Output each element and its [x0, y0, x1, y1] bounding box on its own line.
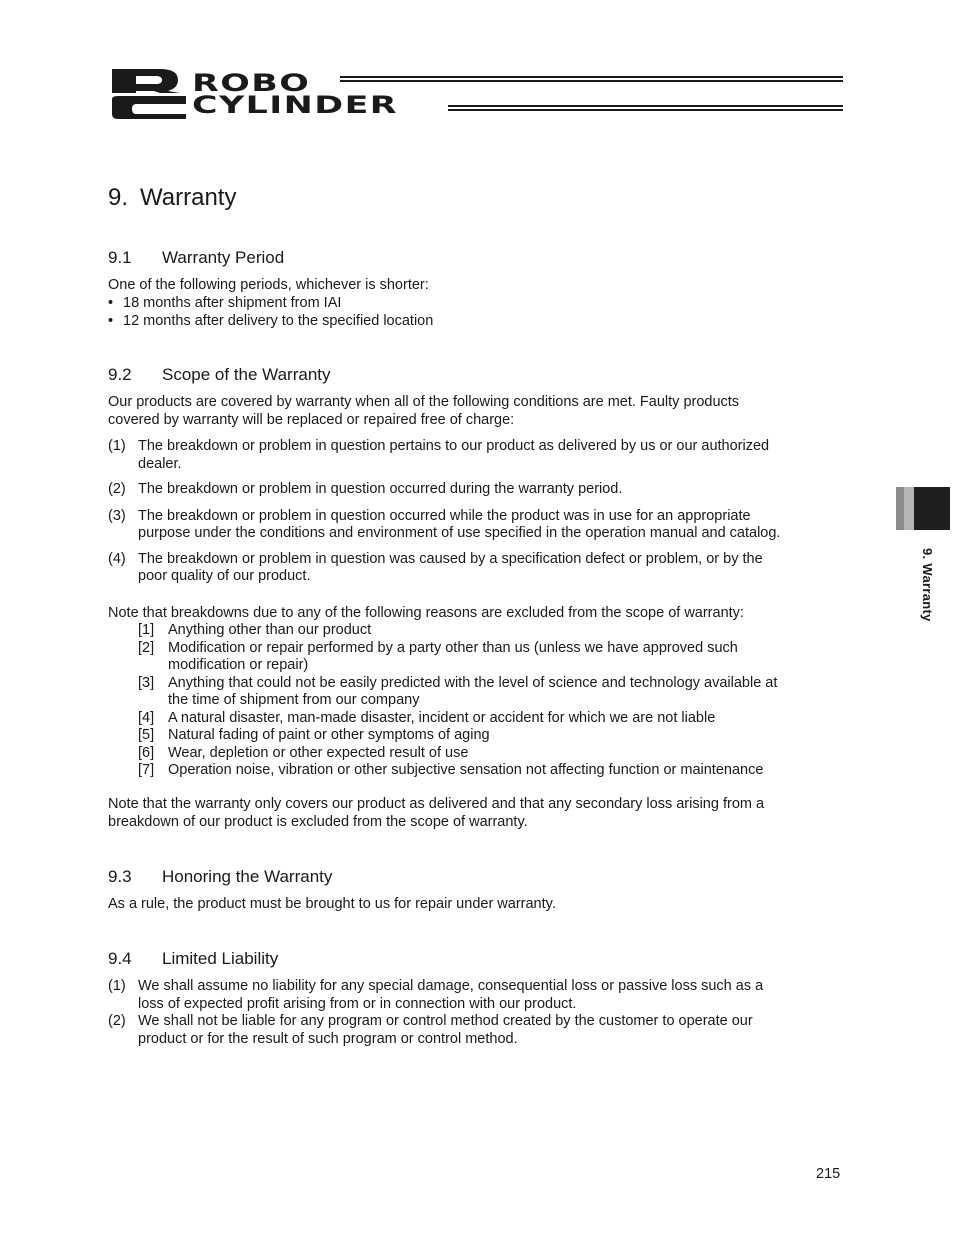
tab-block — [914, 487, 950, 530]
page-title — [108, 184, 236, 212]
section-number: 9.2 — [108, 365, 132, 384]
secondary-loss-note — [108, 796, 818, 831]
list-item-label: (1) — [108, 978, 126, 994]
scope-conditions-list — [108, 438, 818, 586]
robo-cylinder-logo — [108, 66, 843, 122]
list-item — [108, 1013, 818, 1048]
section-heading-warranty-period — [108, 248, 284, 268]
exclusion-intro — [108, 605, 818, 623]
section-heading-honoring — [108, 867, 332, 887]
list-item — [108, 508, 818, 543]
list-item-label: (4) — [108, 550, 126, 567]
list-item-label: [5] — [138, 727, 155, 743]
liability-list — [108, 978, 818, 1048]
list-item-line: The breakdown or problem in question pertains to our product as delivered by us or our authorized — [138, 438, 770, 454]
list-item-label: [1] — [138, 622, 155, 638]
section-number: 9.4 — [108, 949, 132, 968]
list-item-line: We shall assume no liability for any special damage, consequential loss or passive loss such as a — [138, 978, 764, 994]
logo-word-cylinder: CYLINDER — [192, 91, 399, 119]
list-item: • 12 months after delivery to the specified location — [108, 313, 808, 331]
list-item-line: dealer. — [138, 455, 182, 472]
scope-intro — [108, 394, 818, 429]
list-item — [138, 675, 818, 710]
section-title: Scope of the Warranty — [162, 365, 331, 384]
list-item-line: poor quality of our product. — [138, 568, 311, 584]
list-item-line: The breakdown or problem in question was caused by a specification defect or problem, or by the — [138, 550, 763, 567]
section-number: 9.1 — [108, 248, 132, 267]
header-rule-bottom-2 — [448, 109, 843, 111]
paragraph-line: Note that the warranty only covers our product as delivered and that any secondary loss arising from a — [108, 796, 765, 812]
paragraph: As a rule, the product must be brought to us for repair under warranty. — [108, 896, 556, 912]
paragraph-line: Our products are covered by warranty when all of the following conditions are met. Faulty products — [108, 394, 740, 410]
list-item — [108, 438, 818, 473]
page-number: 215 — [816, 1166, 841, 1182]
warranty-period-intro — [108, 277, 818, 295]
list-item-label: [6] — [138, 744, 155, 761]
list-item — [108, 978, 818, 1013]
list-item-line: Anything other than our product — [168, 622, 372, 638]
list-item-line: The breakdown or problem in question occurred while the product was in use for an appropriate — [138, 507, 751, 524]
list-item — [138, 745, 818, 763]
logo-word-robo: ROBO — [192, 69, 311, 97]
paragraph-line: breakdown of our product is excluded from the scope of warranty. — [108, 813, 528, 830]
list-item: • 18 months after shipment from IAI — [108, 295, 808, 313]
exclusions-list — [138, 622, 818, 780]
list-item — [138, 622, 818, 640]
list-item-line: A natural disaster, man-made disaster, incident or accident for which we are not liable — [168, 709, 716, 726]
paragraph: One of the following periods, whichever is shorter: — [108, 277, 429, 293]
list-item-line: Natural fading of paint or other symptoms of aging — [168, 727, 490, 743]
list-item-label: [7] — [138, 762, 155, 778]
rc-logo-icon — [108, 66, 188, 122]
list-item-label: (3) — [108, 507, 126, 524]
list-item — [108, 481, 818, 499]
list-item — [138, 762, 818, 780]
warranty-period-list — [108, 295, 808, 330]
list-item — [108, 551, 818, 586]
list-item-label: [4] — [138, 709, 155, 726]
section-number: 9.3 — [108, 867, 132, 886]
list-item-line: loss of expected profit arising from or in connection with our product. — [138, 995, 577, 1012]
chapter-side-label: 9. Warranty — [920, 548, 935, 622]
honoring-text — [108, 896, 818, 914]
list-item-label: (1) — [108, 438, 126, 454]
list-item-line: purpose under the conditions and environment of use specified in the operation manual and catalog. — [138, 525, 781, 541]
tab-stripe — [896, 487, 904, 530]
section-title: Warranty Period — [162, 248, 285, 267]
list-item-line: We shall not be liable for any program or control method created by the customer to operate our — [138, 1013, 753, 1029]
section-heading-limited-liability — [108, 949, 278, 969]
list-item — [138, 640, 818, 675]
section-heading-scope — [108, 365, 331, 385]
list-item-line: modification or repair) — [168, 657, 309, 673]
tab-stripe — [904, 487, 914, 530]
paragraph: Note that breakdowns due to any of the following reasons are excluded from the scope of warranty: — [108, 605, 744, 621]
section-title: Limited Liability — [162, 949, 279, 968]
chapter-tab-marker — [896, 487, 954, 530]
page-title-text: Warranty — [140, 184, 237, 211]
list-item-line: Operation noise, vibration or other subjective sensation not affecting function or maintenance — [168, 762, 764, 778]
list-item-line: Modification or repair performed by a party other than us (unless we have approved such — [168, 639, 738, 656]
list-item — [138, 710, 818, 728]
paragraph-line: covered by warranty will be replaced or repaired free of charge: — [108, 411, 515, 428]
list-item — [138, 727, 818, 745]
page-title-number: 9. — [108, 184, 129, 211]
list-item-line: The breakdown or problem in question occurred during the warranty period. — [138, 481, 623, 497]
list-item-line: Anything that could not be easily predicted with the level of science and technology available at — [168, 674, 778, 691]
list-item-line: the time of shipment from our company — [168, 692, 420, 708]
header-rule-top-2 — [340, 80, 843, 82]
section-title: Honoring the Warranty — [162, 867, 333, 886]
list-item-label: [3] — [138, 674, 155, 691]
list-item-line: Wear, depletion or other expected result of use — [168, 744, 469, 761]
list-item-label: (2) — [108, 481, 126, 497]
list-item-line: product or for the result of such program or control method. — [138, 1030, 518, 1047]
list-item-label: [2] — [138, 639, 155, 656]
header-rule-bottom-1 — [448, 105, 843, 107]
list-item-label: (2) — [108, 1013, 126, 1029]
header-rule-top-1 — [340, 76, 843, 78]
